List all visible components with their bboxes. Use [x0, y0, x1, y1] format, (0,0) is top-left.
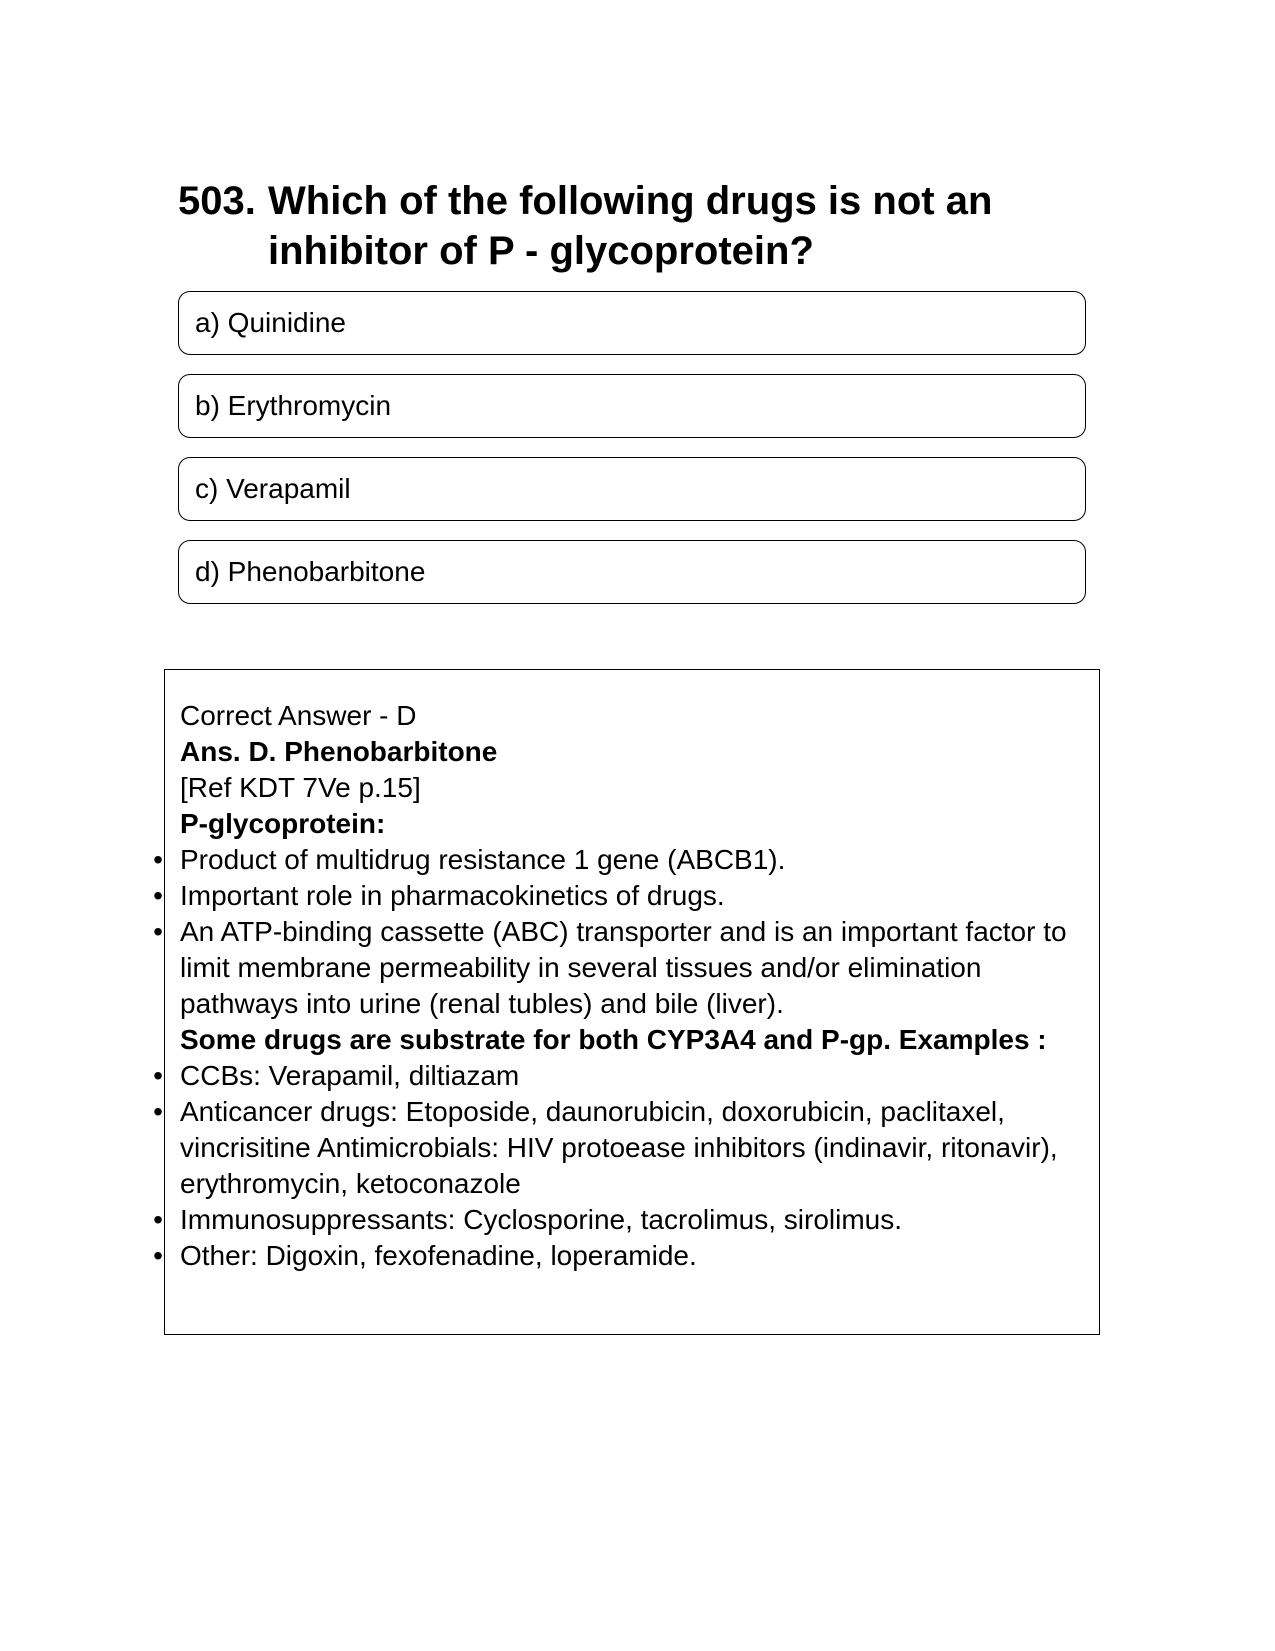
- answer-explanation: [153, 698, 1085, 1274]
- bullet-icon: •: [153, 880, 163, 911]
- section-title: P-glycoprotein:: [180, 808, 386, 839]
- option-c[interactable]: c) Verapamil: [178, 457, 1086, 521]
- bullet-icon: •: [153, 1096, 163, 1127]
- answer-heading: Ans. D. Phenobarbitone: [180, 736, 498, 767]
- list-item: [153, 1202, 1085, 1238]
- list-item-text: Other: Digoxin, fexofenadine, loperamide.: [180, 1240, 697, 1271]
- examples-title: Some drugs are substrate for both CYP3A4 and P-gp. Examples :: [180, 1024, 1047, 1055]
- list-item: [153, 1238, 1085, 1274]
- bullet-icon: •: [153, 916, 163, 947]
- bullet-icon: •: [153, 1060, 163, 1091]
- list-item-text: CCBs: Verapamil, diltiazam: [180, 1060, 520, 1091]
- option-b[interactable]: b) Erythromycin: [178, 374, 1086, 438]
- list-item: [153, 1058, 1085, 1094]
- option-a[interactable]: a) Quinidine: [178, 291, 1086, 355]
- list-item-text: Anticancer drugs: Etoposide, daunorubicin, doxorubicin, paclitaxel, vincrisitine Antimicrobials: HIV protoease inhibitors (indinavir, ritonavir), erythromycin, ketoconazole: [180, 1096, 1058, 1199]
- list-item: [153, 1094, 1085, 1202]
- list-item-text: Immunosuppressants: Cyclosporine, tacrolimus, sirolimus.: [180, 1204, 903, 1235]
- reference-text: [Ref KDT 7Ve p.15]: [180, 772, 421, 803]
- question-text: Which of the following drugs is not an inhibitor of P - glycoprotein?: [268, 179, 993, 273]
- question-number: 503.: [178, 179, 256, 223]
- list-item-text: Important role in pharmacokinetics of drugs.: [180, 880, 725, 911]
- bullet-icon: •: [153, 1240, 163, 1271]
- list-item: [153, 878, 1085, 914]
- list-item: [153, 842, 1085, 878]
- correct-answer-text: Correct Answer - D: [180, 700, 417, 731]
- list-item-text: Product of multidrug resistance 1 gene (ABCB1).: [180, 844, 786, 875]
- bullet-icon: •: [153, 1204, 163, 1235]
- option-d[interactable]: d) Phenobarbitone: [178, 540, 1086, 604]
- bullet-icon: •: [153, 844, 163, 875]
- list-item-text: An ATP-binding cassette (ABC) transporter and is an important factor to limit membrane permeability in several tissues and/or elimination pathways into urine (renal tubles) and bile (liver).: [180, 916, 1067, 1019]
- list-item: [153, 914, 1085, 1022]
